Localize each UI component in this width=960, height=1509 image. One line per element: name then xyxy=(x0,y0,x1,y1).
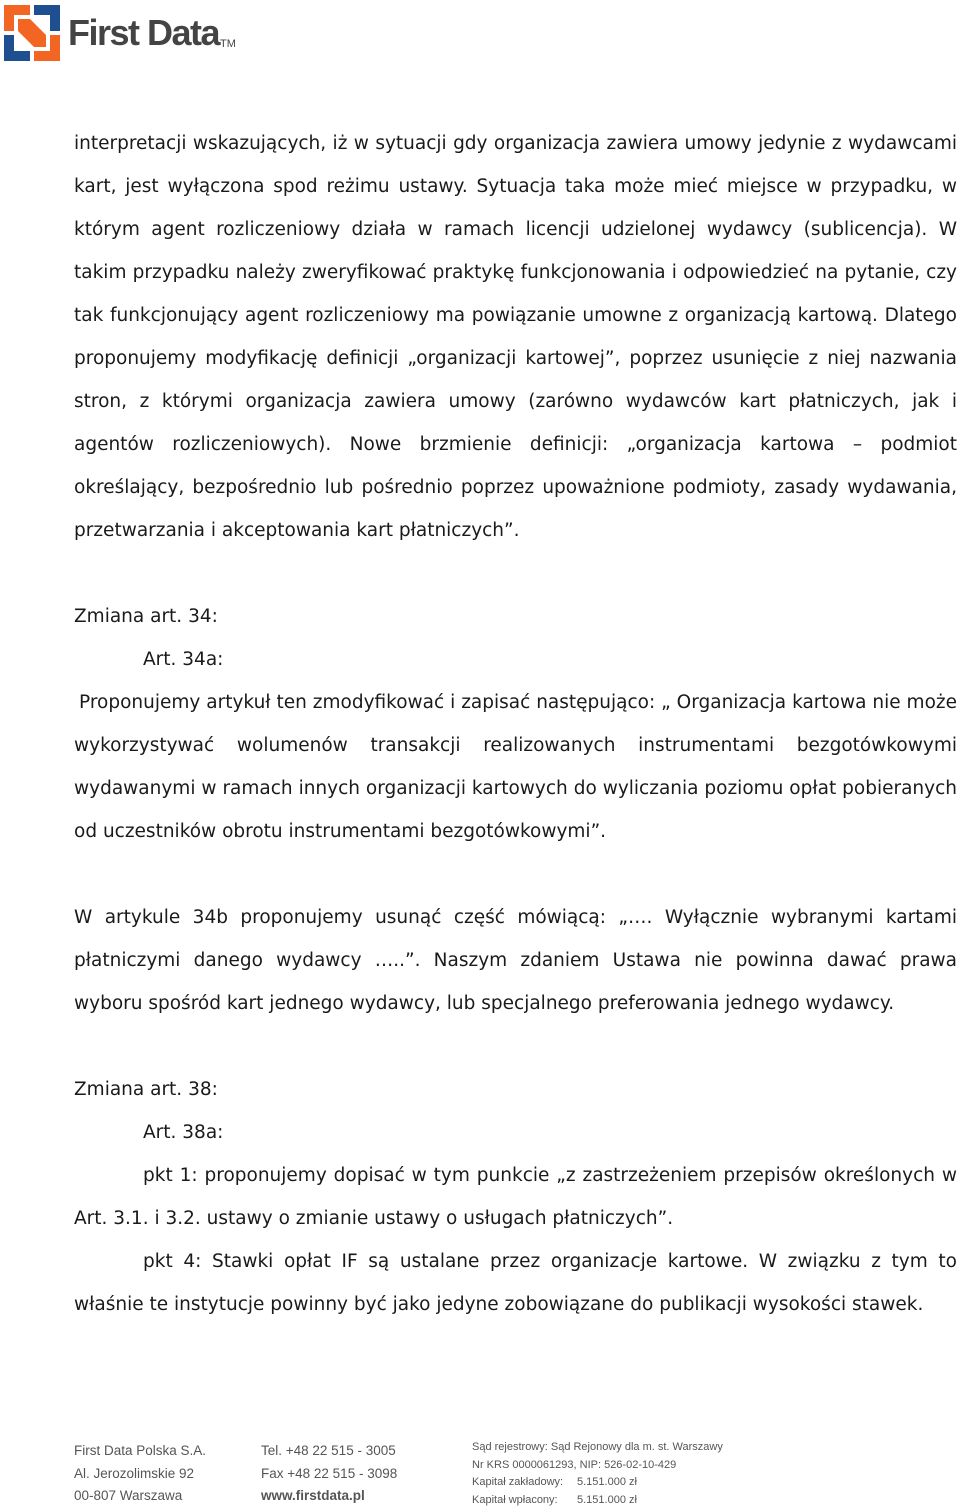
footer-street: Al. Jerozolimskie 92 xyxy=(74,1463,206,1486)
paragraph-art-34b: W artykule 34b proponujemy usunąć część mówiącą: „…. Wyłącznie wybranymi kartami płatniczymi danego wydawcy …..”. Naszym zdaniem Ustawa nie powinna dawać prawa wyboru spośród kart jednego wydawcy, lub specjalnego preferowania jednego wydawcy. xyxy=(74,896,957,1025)
footer-capital-label: Kapitał zakładowy: xyxy=(472,1474,577,1492)
heading-zmiana-art-38: Zmiana art. 38: xyxy=(74,1068,957,1111)
footer-court: Sąd rejestrowy: Sąd Rejonowy dla m. st. Warszawy xyxy=(472,1439,723,1457)
footer-capital xyxy=(472,1474,723,1492)
first-data-logo xyxy=(4,4,236,62)
footer-paid-label: Kapitał wpłacony: xyxy=(472,1492,577,1509)
paragraph-organizacja-kartowa: interpretacji wskazujących, iż w sytuacji gdy organizacja zawiera umowy jedynie z wydawcami kart, jest wyłączona spod reżimu ustawy. Sytuacja taka może mieć miejsce w przypadku, w którym agent rozliczeniowy działa w ramach licencji udzielonej wydawcy (sublicencja). W takim przypadku należy zweryfikować praktykę funkcjonowania i odpowiedzieć na pytanie, czy tak funkcjonujący agent rozliczeniowy ma powiązanie umowne z organizacją kartową. Dlatego proponujemy modyfikację definicji „organizacji kartowej”, poprzez usunięcie z niej nazwania stron, z którymi organizacja zawiera umowy (zarówno wydawców kart płatniczych, jak i agentów rozliczeniowych). Nowe brzmienie definicji: „organizacja kartowa – podmiot określający, bezpośrednio lub pośrednio poprzez upoważnione podmioty, zasady wydawania, przetwarzania i akceptowania kart płatniczych”. xyxy=(74,122,957,552)
document-body xyxy=(74,122,957,1326)
footer-company: First Data Polska S.A. xyxy=(74,1440,206,1463)
subheading-art-38a: Art. 38a: xyxy=(74,1111,957,1154)
footer-address xyxy=(74,1440,206,1508)
heading-zmiana-art-34: Zmiana art. 34: xyxy=(74,595,957,638)
footer-krs: Nr KRS 0000061293, NIP: 526-02-10-429 xyxy=(472,1457,723,1475)
footer-capital-value: 5.151.000 zł xyxy=(577,1476,637,1488)
footer-city: 00-807 Warszawa xyxy=(74,1485,206,1508)
footer-fax: Fax +48 22 515 - 3098 xyxy=(261,1463,397,1486)
logo-trademark: TM xyxy=(220,38,236,50)
footer-tel: Tel. +48 22 515 - 3005 xyxy=(261,1440,397,1463)
footer-website-link[interactable]: www.firstdata.pl xyxy=(261,1485,397,1508)
subheading-art-34a: Art. 34a: xyxy=(74,638,957,681)
paragraph-art-34a: Proponujemy artykuł ten zmodyfikować i zapisać następująco: „ Organizacja kartowa nie może wykorzystywać wolumenów transakcji realizowanych instrumentami bezgotówkowymi wydawanymi w ramach innych organizacji kartowych do wyliczania poziomu opłat pobieranych od uczestników obrotu instrumentami bezgotówkowymi”. xyxy=(74,681,957,853)
first-data-logo-icon xyxy=(4,5,60,61)
logo-wordmark: First Data xyxy=(68,15,219,51)
paragraph-pkt-4: pkt 4: Stawki opłat IF są ustalane przez organizacje kartowe. W związku z tym to właśnie te instytucje powinny być jako jedyne zobowiązane do publikacji wysokości stawek. xyxy=(74,1240,957,1326)
footer-paid xyxy=(472,1492,723,1509)
paragraph-pkt-1: pkt 1: proponujemy dopisać w tym punkcie „z zastrzeżeniem przepisów określonych w Art. 3.1. i 3.2. ustawy o zmianie ustawy o usługach płatniczych”. xyxy=(74,1154,957,1240)
footer-registration xyxy=(472,1439,723,1509)
footer-contact xyxy=(261,1440,397,1508)
footer-paid-value: 5.151.000 zł xyxy=(577,1494,637,1506)
